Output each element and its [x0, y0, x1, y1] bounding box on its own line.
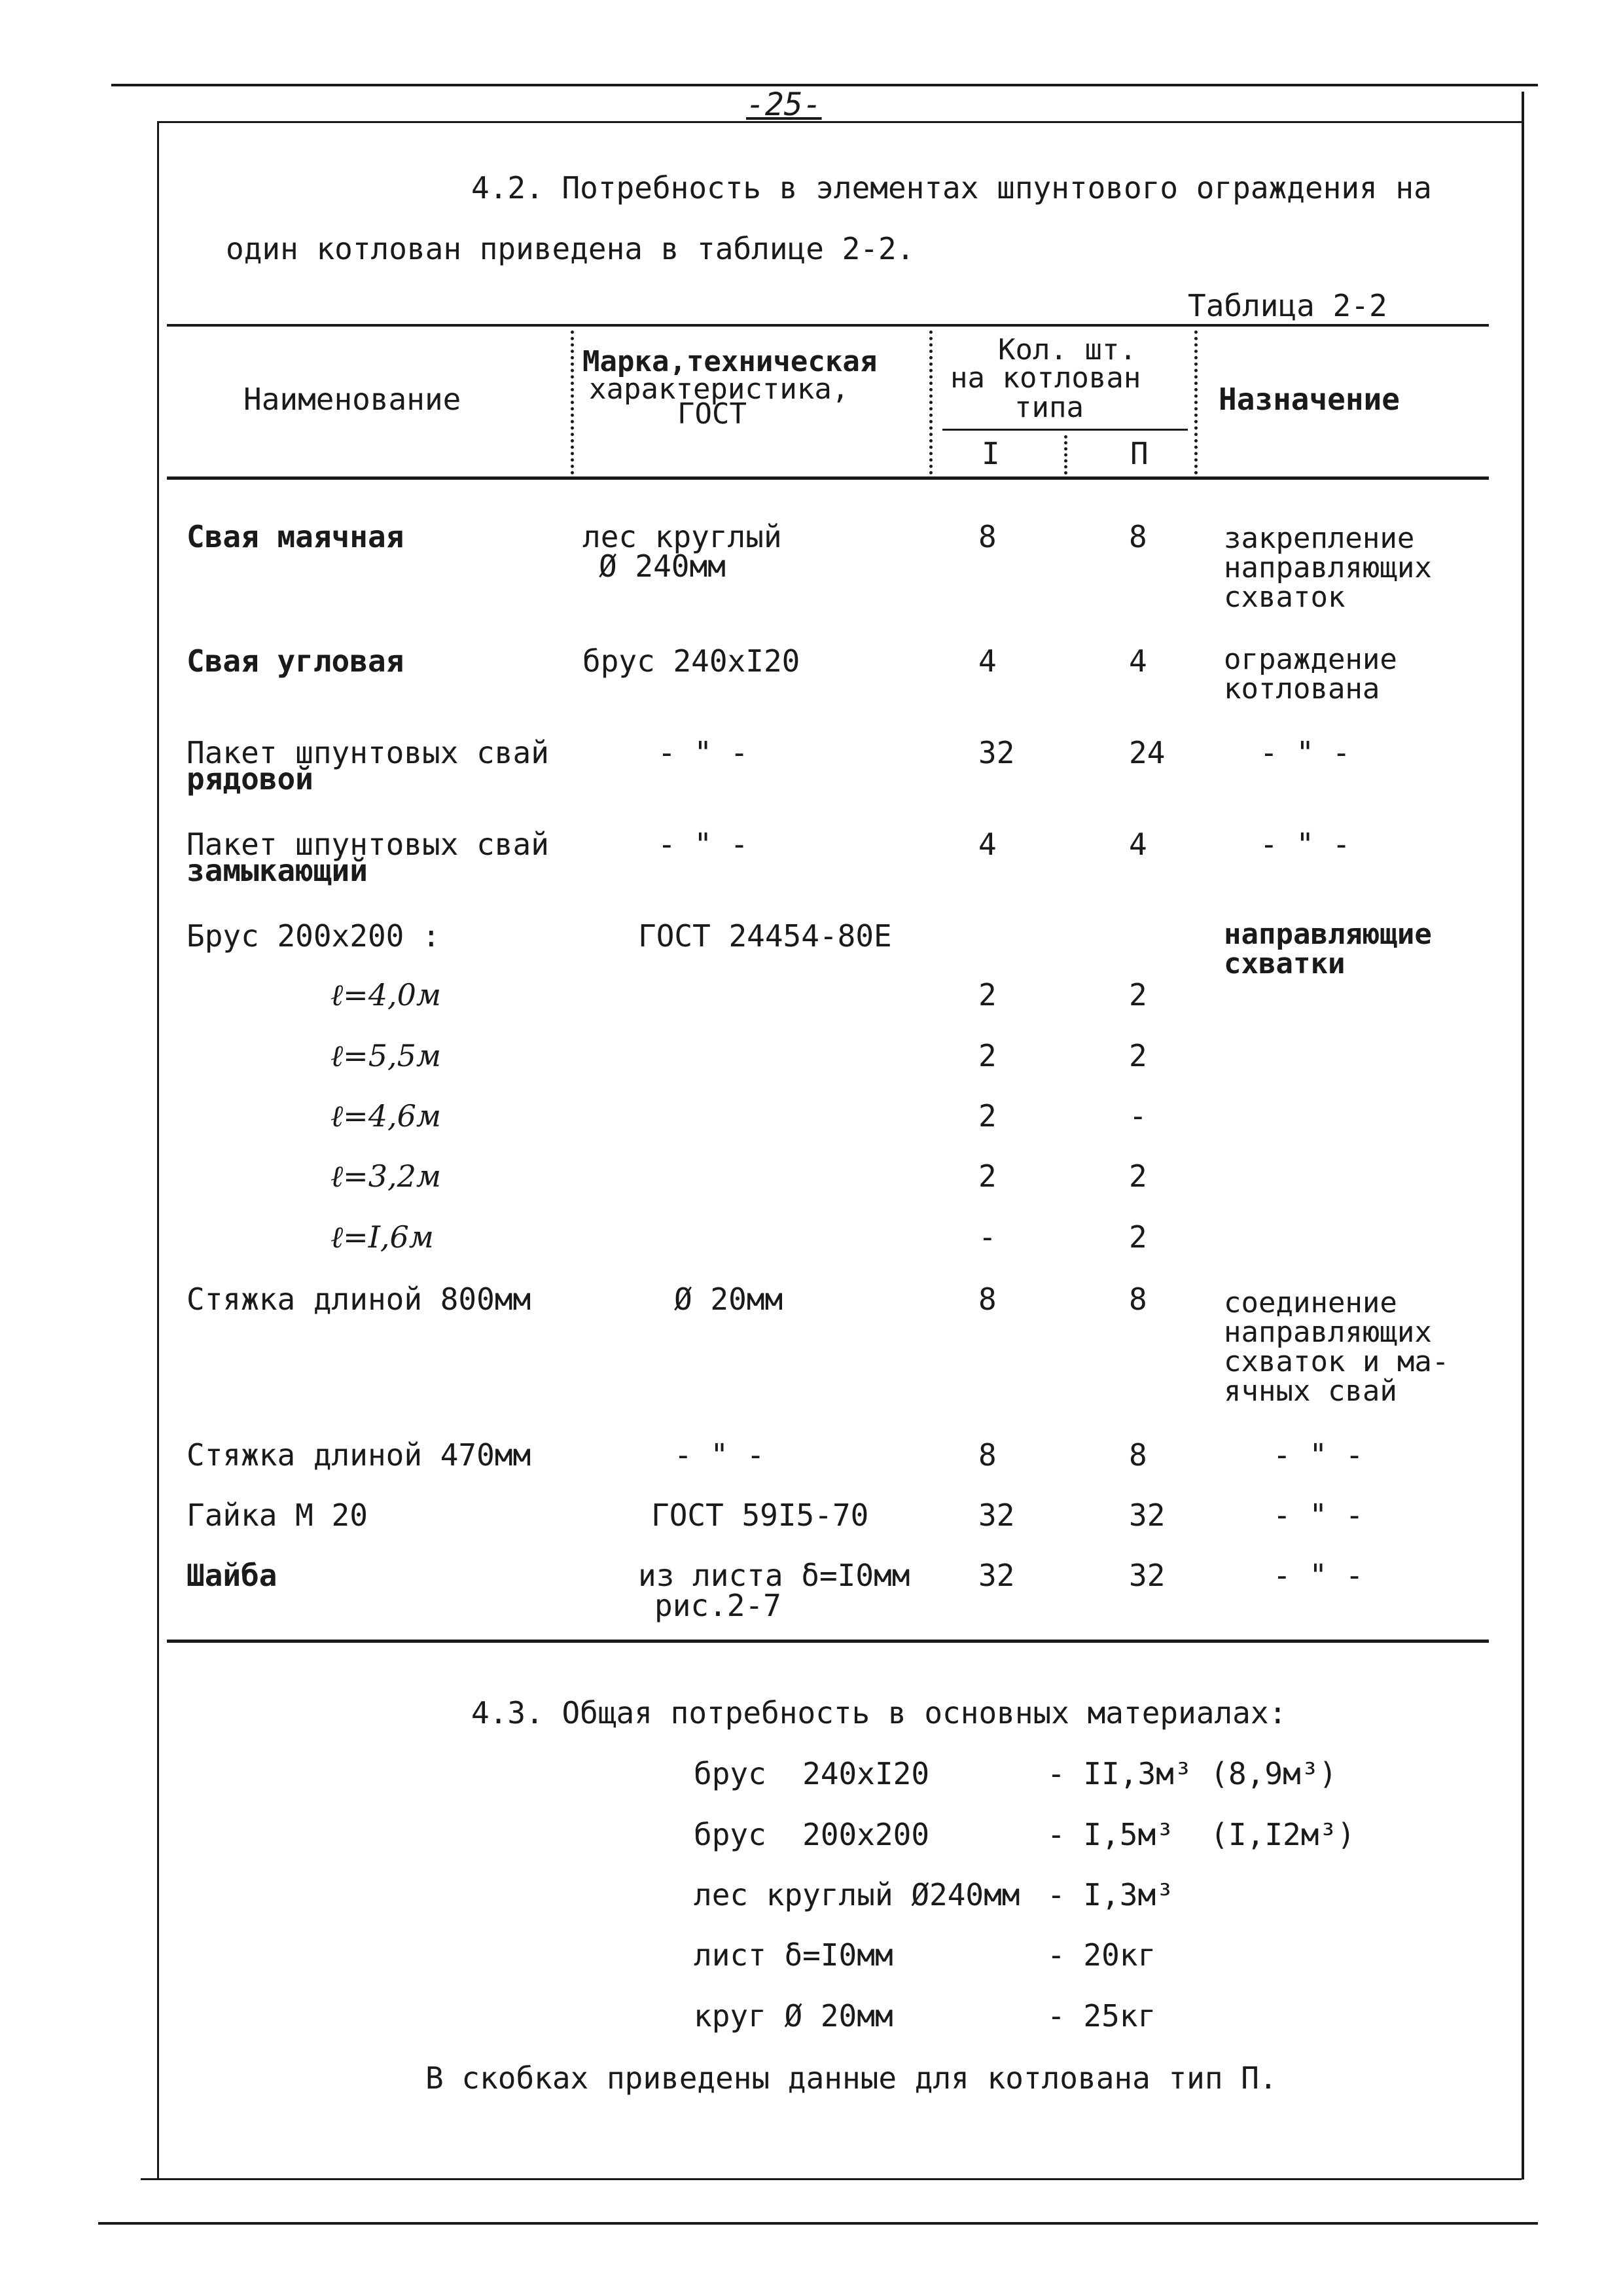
- row-7-qty-2: 2: [1129, 1038, 1147, 1073]
- row-3-name-line-1: Пакет шпунтовых свай: [187, 735, 549, 770]
- top-rule: [111, 84, 1538, 86]
- row-4-mark: - " -: [658, 827, 749, 862]
- page-number: -25-: [746, 86, 822, 123]
- intro-line-1: 4.2. Потребность в элементах шпунтового ограждения на: [471, 170, 1432, 206]
- row-9-qty-2: 2: [1129, 1158, 1147, 1194]
- material-2-name: брус 200х200: [694, 1817, 930, 1852]
- material-5-value: - 25кг: [1047, 1998, 1156, 2034]
- qty-subheader-rule: [942, 429, 1188, 431]
- row-5-mark: ГОСТ 24454-80Е: [638, 918, 892, 954]
- row-12-mark: - " -: [674, 1437, 765, 1473]
- row-4-name-line-2: замыкающий: [187, 853, 368, 888]
- row-2-mark: брус 240хI20: [582, 643, 800, 679]
- material-3-value: - I,3м³: [1047, 1877, 1174, 1912]
- row-6-qty-2: 2: [1129, 977, 1147, 1013]
- row-3-mark: - " -: [658, 735, 749, 770]
- row-1-mark-line-2: Ø 240мм: [599, 548, 726, 584]
- material-3-name: лес круглый Ø240мм: [694, 1877, 1020, 1912]
- header-mark-line-1: Марка,техническая: [582, 345, 878, 378]
- table-header-rule: [167, 476, 1489, 480]
- row-10-qty-1: -: [978, 1219, 997, 1255]
- row-3-name-line-2: рядовой: [187, 761, 313, 797]
- materials-note: В скобках приведены данные для котлована тип П.: [425, 2060, 1277, 2096]
- row-14-purpose: - " -: [1273, 1558, 1364, 1593]
- row-13-qty-2: 32: [1129, 1498, 1166, 1533]
- row-9-qty-1: 2: [978, 1158, 997, 1194]
- table-top-rule: [167, 324, 1489, 327]
- row-11-qty-1: 8: [978, 1282, 997, 1317]
- header-type-2: П: [1130, 436, 1149, 471]
- row-14-name: Шайба: [187, 1558, 277, 1593]
- row-2-name: Свая угловая: [187, 643, 404, 679]
- row-5-purpose-line-2: схватки: [1224, 947, 1346, 980]
- row-5-name: Брус 200х200 :: [187, 918, 440, 954]
- row-10-qty-2: 2: [1129, 1219, 1147, 1255]
- row-13-purpose: - " -: [1273, 1498, 1364, 1533]
- header-qty-line-3: типа: [1014, 391, 1084, 424]
- header-separator-3: [1064, 435, 1067, 475]
- header-separator-1: [571, 331, 574, 475]
- row-2-purpose-line-2: котлована: [1224, 672, 1380, 706]
- frame-bottom: [141, 2178, 1522, 2180]
- frame-right: [1522, 92, 1524, 2179]
- row-2-qty-2: 4: [1129, 643, 1147, 679]
- row-11-mark: Ø 20мм: [674, 1282, 783, 1317]
- row-4-name-line-1: Пакет шпунтовых свай: [187, 827, 549, 862]
- row-13-mark: ГОСТ 59I5-70: [651, 1498, 869, 1533]
- row-12-name: Стяжка длиной 470мм: [187, 1437, 531, 1473]
- row-14-qty-1: 32: [978, 1558, 1015, 1593]
- header-name: Наименование: [243, 382, 461, 417]
- materials-heading: 4.3. Общая потребность в основных материалах:: [471, 1695, 1287, 1731]
- row-8-length: ℓ=4,6м: [330, 1098, 441, 1134]
- row-11-purpose-line-3: схваток и ма-: [1224, 1345, 1450, 1378]
- row-8-qty-2: -: [1129, 1098, 1147, 1134]
- row-13-name: Гайка М 20: [187, 1498, 368, 1533]
- row-7-length: ℓ=5,5м: [330, 1038, 441, 1073]
- header-purpose: Назначение: [1219, 382, 1400, 417]
- material-5-name: круг Ø 20мм: [694, 1998, 893, 2034]
- row-9-length: ℓ=3,2м: [330, 1158, 441, 1194]
- frame-left: [157, 121, 159, 2179]
- header-separator-4: [1194, 331, 1198, 475]
- row-1-purpose-line-2: направляющих: [1224, 551, 1432, 584]
- row-11-purpose-line-2: направляющих: [1224, 1316, 1432, 1349]
- material-2-value: - I,5м³ (I,I2м³): [1047, 1817, 1355, 1852]
- header-qty-line-2: на котлован: [950, 361, 1141, 395]
- row-3-purpose: - " -: [1260, 735, 1351, 770]
- row-2-qty-1: 4: [978, 643, 997, 679]
- row-1-mark-line-1: лес круглый: [582, 519, 782, 554]
- row-3-qty-2: 24: [1129, 735, 1166, 770]
- row-11-purpose-line-1: соединение: [1224, 1286, 1397, 1319]
- header-mark-line-2: характеристика,: [589, 372, 849, 406]
- row-12-qty-2: 8: [1129, 1437, 1147, 1473]
- row-5-purpose-line-1: направляющие: [1224, 918, 1432, 951]
- row-1-qty-1: 8: [978, 519, 997, 554]
- row-1-purpose-line-3: схваток: [1224, 581, 1346, 614]
- material-4-name: лист δ=I0мм: [694, 1937, 893, 1973]
- row-6-length: ℓ=4,0м: [330, 977, 441, 1013]
- row-14-mark-line-2: рис.2-7: [654, 1588, 781, 1623]
- row-14-qty-2: 32: [1129, 1558, 1166, 1593]
- row-4-qty-2: 4: [1129, 827, 1147, 862]
- row-11-purpose-line-4: ячных свай: [1224, 1374, 1397, 1408]
- row-10-length: ℓ=I,6м: [330, 1219, 434, 1255]
- row-4-purpose: - " -: [1260, 827, 1351, 862]
- frame-top: [157, 121, 1523, 123]
- row-3-qty-1: 32: [978, 735, 1015, 770]
- row-12-qty-1: 8: [978, 1437, 997, 1473]
- header-qty-line-1: Кол. шт.: [998, 333, 1137, 367]
- row-8-qty-1: 2: [978, 1098, 997, 1134]
- material-1-name: брус 240хI20: [694, 1756, 930, 1791]
- row-7-qty-1: 2: [978, 1038, 997, 1073]
- material-1-value: - II,3м³ (8,9м³): [1047, 1756, 1338, 1791]
- row-6-qty-1: 2: [978, 977, 997, 1013]
- table-bottom-rule: [167, 1640, 1489, 1643]
- row-11-qty-2: 8: [1129, 1282, 1147, 1317]
- row-1-name: Свая маячная: [187, 519, 404, 554]
- row-13-qty-1: 32: [978, 1498, 1015, 1533]
- bottom-rule: [98, 2222, 1538, 2225]
- header-separator-2: [929, 331, 933, 475]
- row-14-mark-line-1: из листа δ=I0мм: [638, 1558, 910, 1593]
- material-4-value: - 20кг: [1047, 1937, 1156, 1973]
- header-type-1: I: [982, 436, 1000, 471]
- header-mark-line-3: ГОСТ: [677, 397, 747, 431]
- row-2-purpose-line-1: ограждение: [1224, 643, 1397, 676]
- row-1-qty-2: 8: [1129, 519, 1147, 554]
- intro-line-2: один котлован приведена в таблице 2-2.: [226, 231, 915, 266]
- table-caption: Таблица 2-2: [1188, 288, 1387, 323]
- row-11-name: Стяжка длиной 800мм: [187, 1282, 531, 1317]
- row-12-purpose: - " -: [1273, 1437, 1364, 1473]
- row-1-purpose-line-1: закрепление: [1224, 522, 1415, 555]
- row-4-qty-1: 4: [978, 827, 997, 862]
